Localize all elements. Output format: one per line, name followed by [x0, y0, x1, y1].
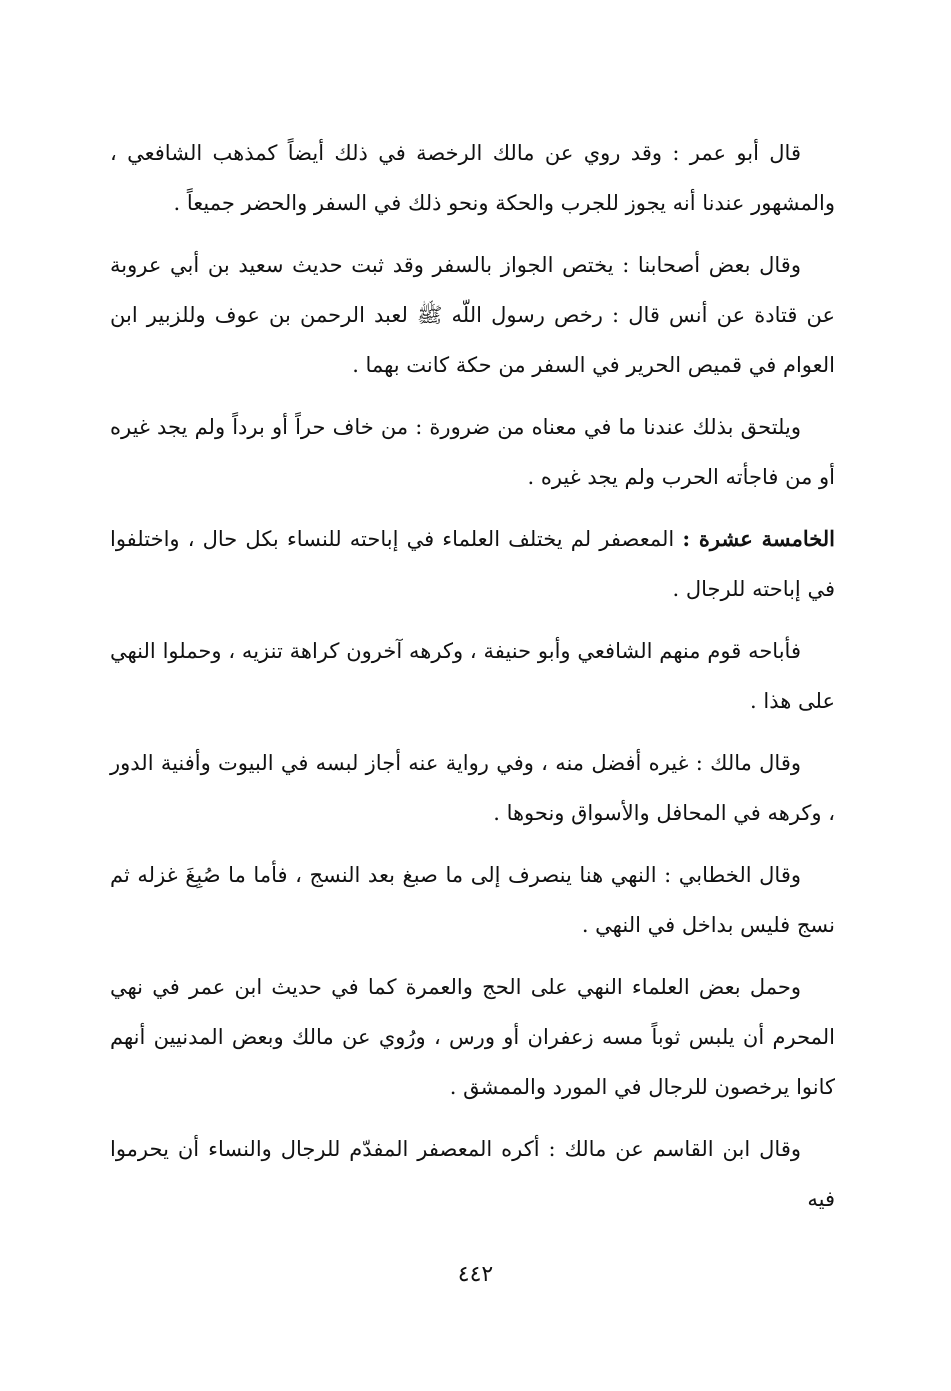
paragraph-3: ويلتحق بذلك عندنا ما في معناه من ضرورة : من خاف حراً أو برداً ولم يجد غيره أو من فاجأته الحرب ولم يجد غيره .: [110, 415, 835, 489]
paragraph-1: قال أبو عمر : وقد روي عن مالك الرخصة في ذلك أيضاً كمذهب الشافعي ، والمشهور عندنا أنه يجوز للجرب والحكة ونحو ذلك في السفر والحضر جميعاً .: [110, 141, 835, 215]
section-heading: الخامسة عشرة :: [682, 526, 836, 551]
page-number: ٤٤٢: [457, 1262, 494, 1287]
paragraph-6: وقال مالك : غيره أفضل منه ، وفي رواية عنه أجاز لبسه في البيوت وأفنية الدور ، وكرهه في المحافل والأسواق ونحوها .: [110, 751, 835, 825]
page-body: [110, 128, 835, 1236]
paragraph-7: وقال الخطابي : النهي هنا ينصرف إلى ما صبغ بعد النسج ، فأما ما صُبِغَ غزله ثم نسج فليس بداخل في النهي .: [110, 863, 835, 937]
paragraph-2: وقال بعض أصحابنا : يختص الجواز بالسفر وقد ثبت حديث سعيد بن أبي عروبة عن قتادة عن أنس قال : رخص رسول اللّه ﷺ لعبد الرحمن بن عوف وللزبير ابن العوام في قميص الحرير في السفر من حكة كانت بهما .: [110, 253, 835, 377]
paragraph-4: [110, 514, 835, 614]
paragraph-8: وحمل بعض العلماء النهي على الحج والعمرة كما في حديث ابن عمر في نهي المحرم أن يلبس ثوباً مسه زعفران أو ورس ، ورُوي عن مالك وبعض المدنيين أنهم كانوا يرخصون للرجال في المورد والممشق .: [110, 975, 835, 1099]
paragraph-9: وقال ابن القاسم عن مالك : أكره المعصفر المفدّم للرجال والنساء أن يحرموا فيه: [110, 1137, 835, 1211]
paragraph-5: فأباحه قوم منهم الشافعي وأبو حنيفة ، وكرهه آخرون كراهة تنزيه ، وحملوا النهي على هذا .: [110, 639, 835, 713]
paragraph-4-text: المعصفر لم يختلف العلماء في إباحته للنساء بكل حال ، واختلفوا في إباحته للرجال .: [110, 527, 835, 601]
